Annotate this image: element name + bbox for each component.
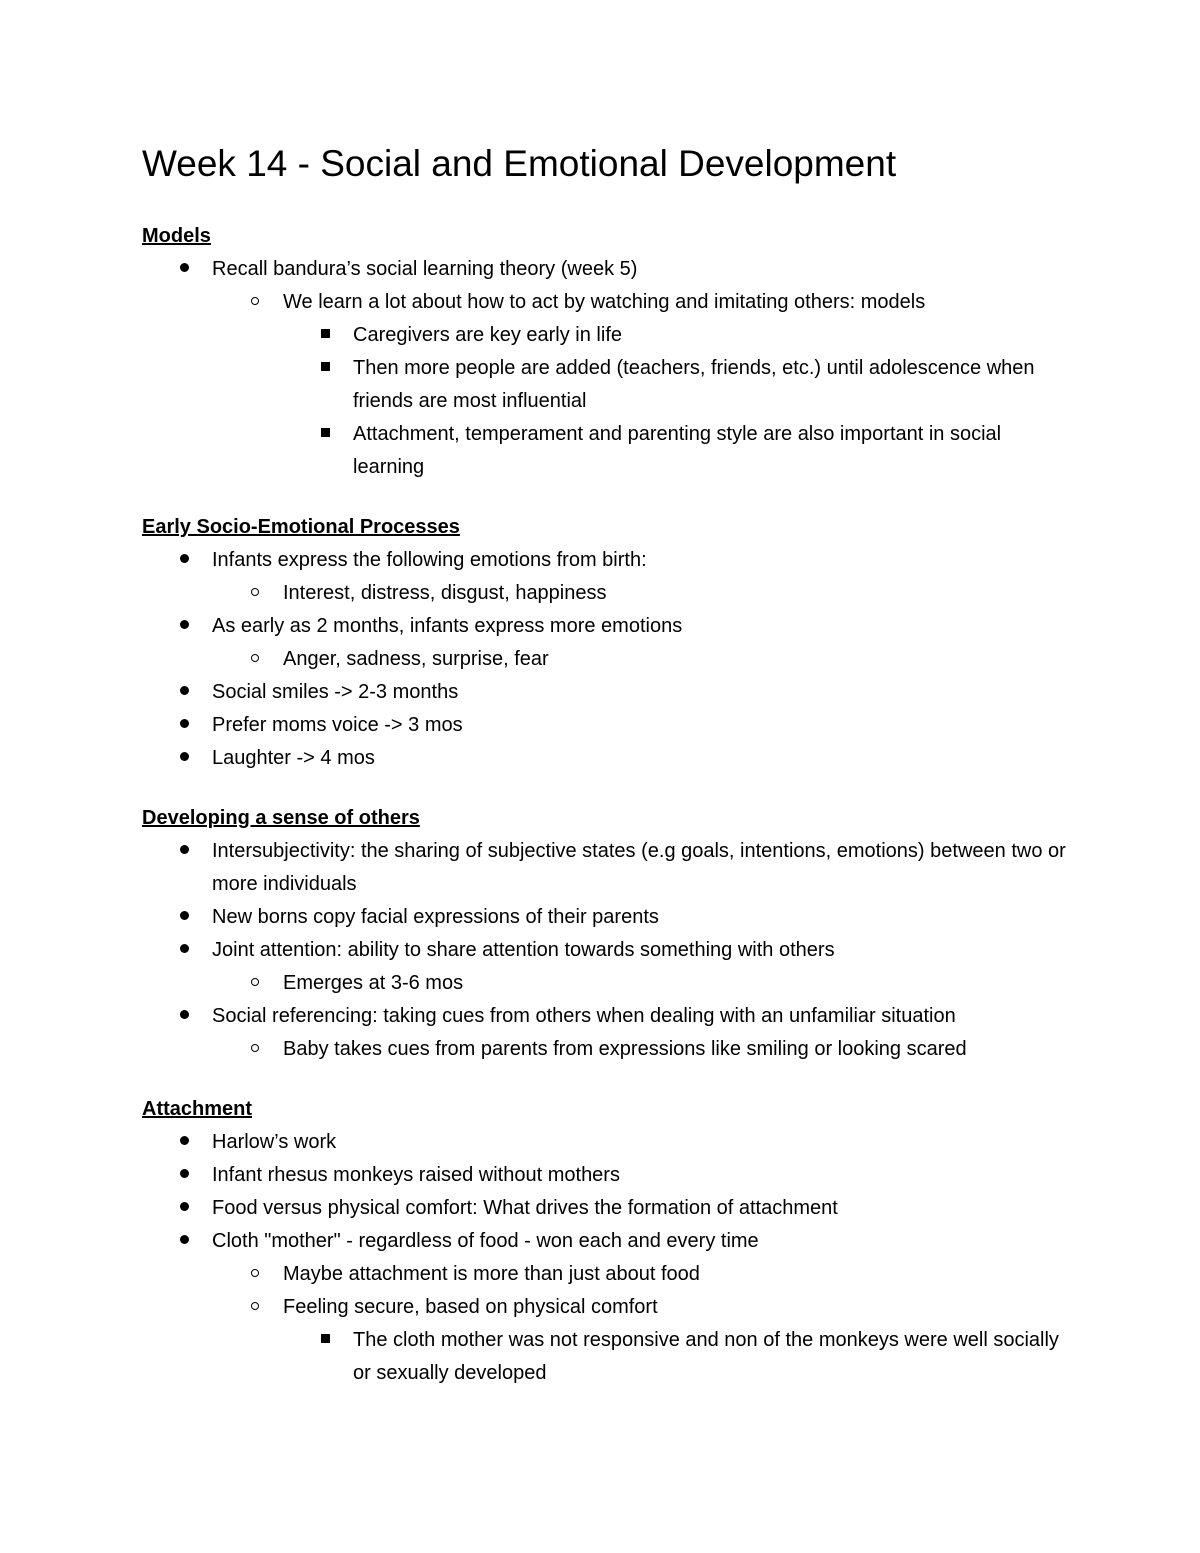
list-item-text: We learn a lot about how to act by watching and imitating others: models — [283, 291, 926, 313]
list-item — [142, 319, 1072, 352]
list-item — [142, 418, 1072, 484]
list-item-text: Emerges at 3-6 mos — [283, 972, 464, 994]
hollow-circle-bullet-icon — [249, 1258, 261, 1291]
section-heading: Early Socio-Emotional Processes — [142, 516, 460, 538]
list-item-text: Social smiles -> 2-3 months — [212, 681, 459, 703]
filled-circle-bullet-icon — [178, 1159, 190, 1192]
list-item — [142, 1225, 1072, 1258]
filled-circle-bullet-icon — [178, 742, 190, 775]
filled-circle-bullet-icon — [178, 835, 190, 868]
section-heading: Attachment — [142, 1098, 253, 1120]
filled-circle-bullet-icon — [178, 901, 190, 934]
list-item-text: Infants express the following emotions from birth: — [212, 549, 647, 571]
list-item — [142, 544, 1072, 577]
list-item-text: New borns copy facial expressions of their parents — [212, 906, 659, 928]
list-item — [142, 1000, 1072, 1033]
list-item — [142, 1258, 1072, 1291]
section-heading: Models — [142, 225, 211, 247]
filled-circle-bullet-icon — [178, 610, 190, 643]
list-item-text: Laughter -> 4 mos — [212, 747, 375, 769]
page-title: Week 14 - Social and Emotional Development — [142, 143, 897, 184]
filled-circle-bullet-icon — [178, 544, 190, 577]
section — [142, 220, 1072, 484]
list-item — [142, 577, 1072, 610]
list-item-text: Intersubjectivity: the sharing of subjective states (e.g goals, intentions, emotions) between two or more individuals — [212, 840, 1066, 895]
filled-circle-bullet-icon — [178, 1225, 190, 1258]
section-heading: Developing a sense of others — [142, 807, 420, 829]
list-item-text: Harlow’s work — [212, 1131, 337, 1153]
list-item-text: Prefer moms voice -> 3 mos — [212, 714, 463, 736]
list-item — [142, 676, 1072, 709]
list-item-text: Infant rhesus monkeys raised without mothers — [212, 1164, 620, 1186]
list-item-text: Maybe attachment is more than just about food — [283, 1263, 700, 1285]
filled-circle-bullet-icon — [178, 709, 190, 742]
list-item-text: Recall bandura’s social learning theory (week 5) — [212, 258, 638, 280]
filled-circle-bullet-icon — [178, 1192, 190, 1225]
list-item-text: Caregivers are key early in life — [353, 324, 622, 346]
list-item-text: Social referencing: taking cues from others when dealing with an unfamiliar situation — [212, 1005, 956, 1027]
list-item-text: Anger, sadness, surprise, fear — [283, 648, 549, 670]
list-item — [142, 1033, 1072, 1066]
filled-circle-bullet-icon — [178, 253, 190, 286]
hollow-circle-bullet-icon — [249, 1291, 261, 1324]
list-item — [142, 610, 1072, 643]
bullet-list — [142, 544, 1072, 775]
bullet-list — [142, 253, 1072, 484]
list-item — [142, 352, 1072, 418]
square-bullet-icon — [319, 418, 331, 451]
list-item-text: Food versus physical comfort: What drives the formation of attachment — [212, 1197, 838, 1219]
list-item — [142, 901, 1072, 934]
list-item — [142, 709, 1072, 742]
square-bullet-icon — [319, 352, 331, 385]
hollow-circle-bullet-icon — [249, 967, 261, 1000]
section — [142, 802, 1072, 1066]
list-item-text: Cloth "mother" - regardless of food - won each and every time — [212, 1230, 759, 1252]
list-item-text: Joint attention: ability to share attention towards something with others — [212, 939, 835, 961]
list-item — [142, 253, 1072, 286]
list-item — [142, 1324, 1072, 1390]
list-item — [142, 1291, 1072, 1324]
list-item-text: Feeling secure, based on physical comfort — [283, 1296, 658, 1318]
hollow-circle-bullet-icon — [249, 643, 261, 676]
hollow-circle-bullet-icon — [249, 1033, 261, 1066]
hollow-circle-bullet-icon — [249, 286, 261, 319]
list-item-text: Attachment, temperament and parenting style are also important in social learning — [353, 423, 1002, 478]
list-item — [142, 967, 1072, 1000]
list-item-text: Then more people are added (teachers, friends, etc.) until adolescence when friends are most influential — [353, 357, 1035, 412]
list-item — [142, 934, 1072, 967]
list-item-text: Baby takes cues from parents from expressions like smiling or looking scared — [283, 1038, 967, 1060]
document-page — [142, 138, 1072, 1417]
bullet-list — [142, 835, 1072, 1066]
list-item-text: Interest, distress, disgust, happiness — [283, 582, 607, 604]
filled-circle-bullet-icon — [178, 1126, 190, 1159]
list-item-text: As early as 2 months, infants express more emotions — [212, 615, 683, 637]
section — [142, 511, 1072, 775]
filled-circle-bullet-icon — [178, 934, 190, 967]
list-item — [142, 643, 1072, 676]
sections-container — [142, 220, 1072, 1390]
square-bullet-icon — [319, 319, 331, 352]
section — [142, 1093, 1072, 1390]
list-item — [142, 286, 1072, 319]
list-item — [142, 835, 1072, 901]
hollow-circle-bullet-icon — [249, 577, 261, 610]
list-item — [142, 1126, 1072, 1159]
filled-circle-bullet-icon — [178, 676, 190, 709]
list-item — [142, 742, 1072, 775]
bullet-list — [142, 1126, 1072, 1390]
list-item-text: The cloth mother was not responsive and non of the monkeys were well socially or sexually developed — [353, 1329, 1059, 1384]
list-item — [142, 1159, 1072, 1192]
filled-circle-bullet-icon — [178, 1000, 190, 1033]
square-bullet-icon — [319, 1324, 331, 1357]
list-item — [142, 1192, 1072, 1225]
